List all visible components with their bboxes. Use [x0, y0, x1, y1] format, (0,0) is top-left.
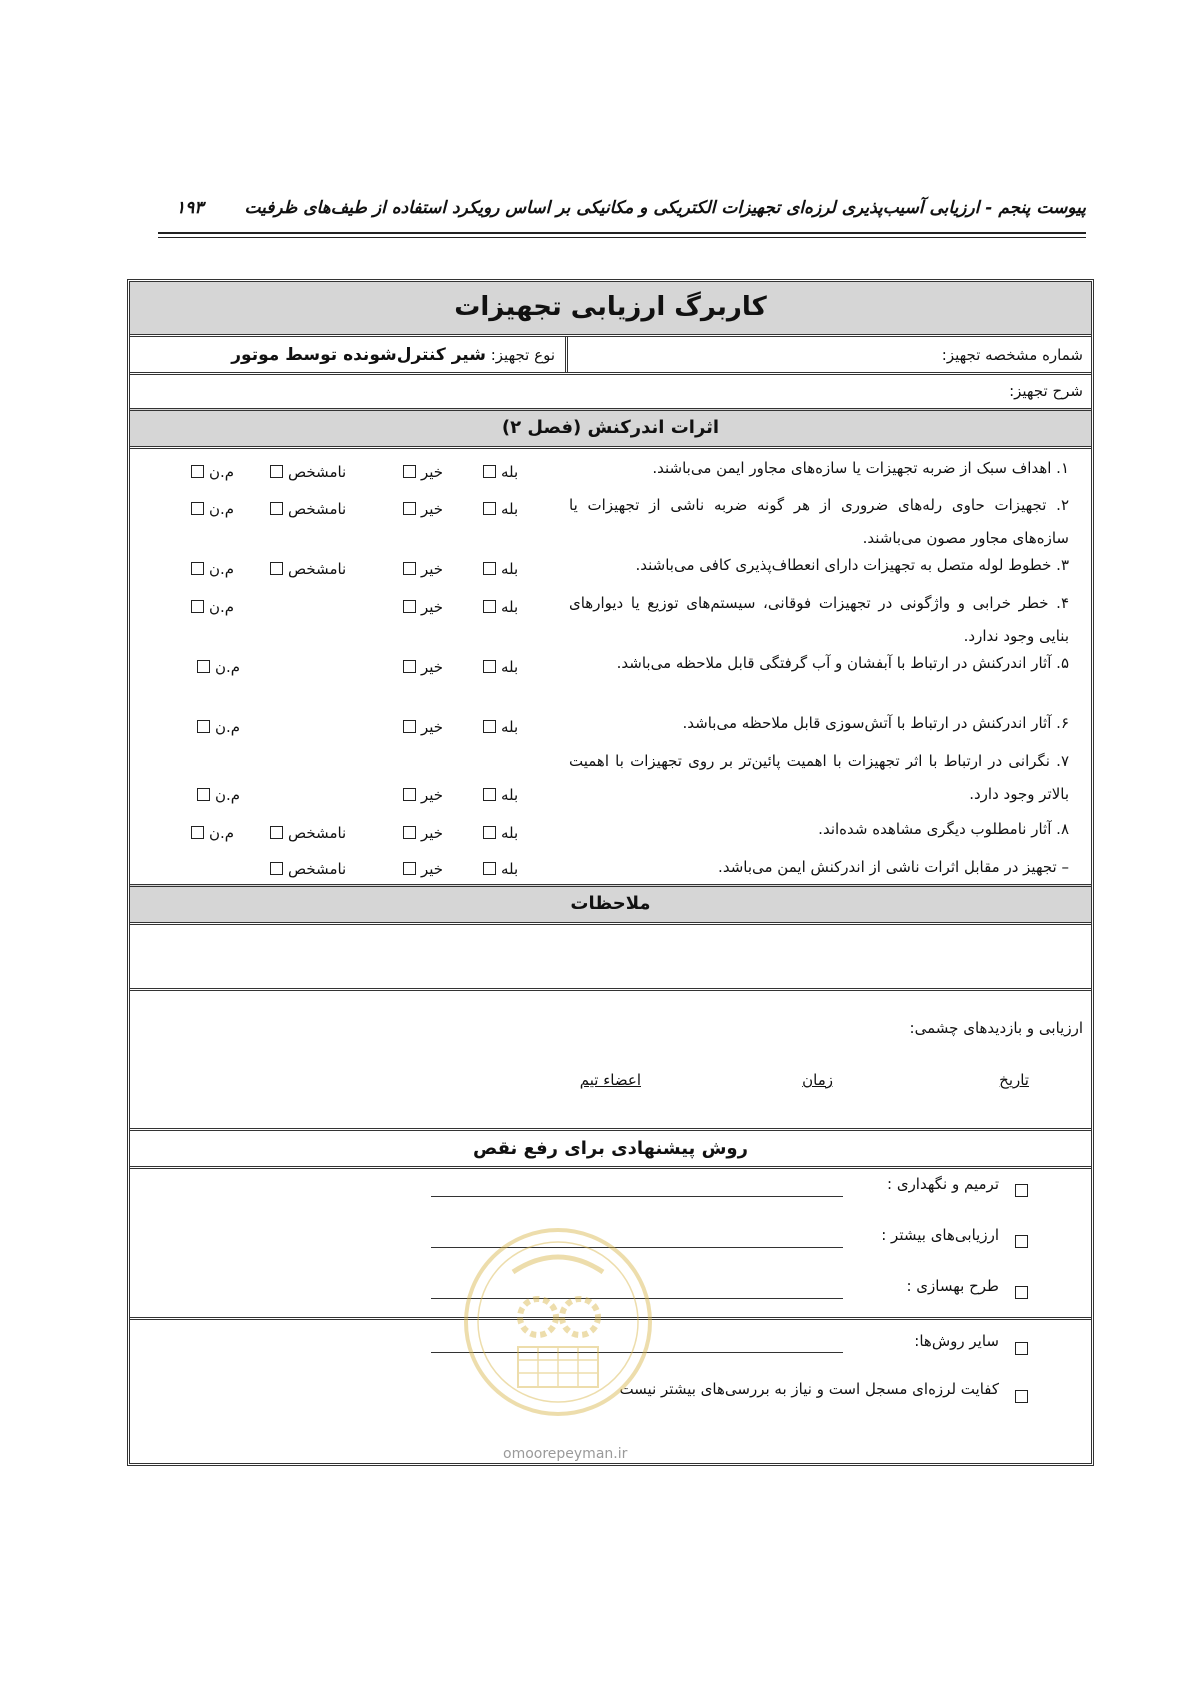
checkbox[interactable]: [483, 502, 496, 515]
q2-unknown[interactable]: نامشخص: [265, 500, 346, 518]
q3-no[interactable]: خیر: [398, 560, 443, 578]
page-number: ۱۹۳: [176, 198, 204, 218]
time-label: زمان: [802, 1071, 833, 1089]
checkbox[interactable]: [483, 720, 496, 733]
fix-checkbox-3[interactable]: [1015, 1286, 1028, 1299]
id-type-row: [130, 334, 1091, 372]
fix-checkbox-5[interactable]: [1015, 1390, 1028, 1403]
checkbox[interactable]: [270, 465, 283, 478]
checkbox[interactable]: [483, 826, 496, 839]
checkbox[interactable]: [403, 562, 416, 575]
fix-line-1[interactable]: [431, 1196, 843, 1197]
q3-yes[interactable]: بله: [478, 560, 518, 578]
interaction-conclusion: – تجهیز در مقابل اثرات ناشی از اندرکنش ایمن می‌باشد.: [718, 858, 1069, 876]
q6-na[interactable]: م.ن: [192, 718, 240, 736]
gear-icon: [520, 1299, 556, 1335]
q5-yes[interactable]: بله: [478, 658, 518, 676]
equipment-type-label: نوع تجهیز:: [490, 346, 555, 364]
checkbox[interactable]: [197, 660, 210, 673]
fix-item-maintenance: ترمیم و نگهداری :: [887, 1175, 999, 1193]
fix-checkbox-4[interactable]: [1015, 1342, 1028, 1355]
checkbox[interactable]: [403, 826, 416, 839]
checkbox[interactable]: [483, 788, 496, 801]
question-3: ۳. خطوط لوله متصل به تجهیزات دارای انعطاف‌پذیری کافی می‌باشند.: [635, 556, 1069, 574]
q5-no[interactable]: خیر: [398, 658, 443, 676]
q4-yes[interactable]: بله: [478, 598, 518, 616]
conclusion-yes[interactable]: بله: [478, 860, 518, 878]
q6-no[interactable]: خیر: [398, 718, 443, 736]
q5-na[interactable]: م.ن: [192, 658, 240, 676]
q1-unknown[interactable]: نامشخص: [265, 463, 346, 481]
running-title: پیوست پنجم - ارزیابی آسیب‌پذیری لرزه‌ای تجهیزات الکتریکی و مکانیکی بر اساس رویکرد استفاده از طیف‌های ظرفیت: [244, 198, 1086, 218]
q7-na[interactable]: م.ن: [192, 786, 240, 804]
date-label: تاریخ: [999, 1071, 1029, 1089]
q2-yes[interactable]: بله: [478, 500, 518, 518]
checkbox[interactable]: [403, 720, 416, 733]
q8-yes[interactable]: بله: [478, 824, 518, 842]
section-notes-title: ملاحظات: [130, 884, 1091, 922]
checkbox[interactable]: [270, 826, 283, 839]
form-title: کاربرگ ارزیابی تجهیزات: [130, 282, 1091, 334]
q4-no[interactable]: خیر: [398, 598, 443, 616]
section-interaction-title: اثرات اندرکنش (فصل ۲): [130, 408, 1091, 446]
conclusion-no[interactable]: خیر: [398, 860, 443, 878]
checkbox[interactable]: [483, 600, 496, 613]
notes-area[interactable]: [130, 922, 1091, 988]
q1-na[interactable]: م.ن: [186, 463, 234, 481]
fix-item-further-assessment: ارزیابی‌های بیشتر :: [881, 1226, 999, 1244]
checkbox[interactable]: [483, 862, 496, 875]
checkbox[interactable]: [197, 720, 210, 733]
q7-yes[interactable]: بله: [478, 786, 518, 804]
questions-block: [130, 446, 1091, 884]
gear-icon-2: [562, 1299, 598, 1335]
checkbox[interactable]: [191, 502, 204, 515]
equipment-type-value: شیر کنترل‌شونده توسط موتور: [231, 345, 486, 365]
q2-na[interactable]: م.ن: [186, 500, 234, 518]
q7-no[interactable]: خیر: [398, 786, 443, 804]
team-members-label: اعضاء تیم: [579, 1071, 641, 1089]
checkbox[interactable]: [270, 562, 283, 575]
header-rule: [158, 232, 1086, 234]
checkbox[interactable]: [191, 600, 204, 613]
checkbox[interactable]: [403, 600, 416, 613]
watermark-url: omoorepeyman.ir: [503, 1446, 628, 1462]
visual-inspection-block: [130, 988, 1091, 1128]
q2-no[interactable]: خیر: [398, 500, 443, 518]
section-fix-title: روش پیشنهادی برای رفع نقص: [130, 1128, 1091, 1166]
checkbox[interactable]: [197, 788, 210, 801]
equipment-type-cell: [130, 337, 568, 372]
conclusion-unknown[interactable]: نامشخص: [265, 860, 346, 878]
checkbox[interactable]: [403, 660, 416, 673]
q8-na[interactable]: م.ن: [186, 824, 234, 842]
checkbox[interactable]: [270, 502, 283, 515]
fix-item-other-methods: سایر روش‌ها:: [914, 1332, 999, 1350]
checkbox[interactable]: [483, 465, 496, 478]
fix-item-adequate: کفایت لرزه‌ای مسجل است و نیاز به بررسی‌های بیشتر نیست: [619, 1380, 999, 1398]
q4-na[interactable]: م.ن: [186, 598, 234, 616]
question-8: ۸. آثار نامطلوب دیگری مشاهده شده‌اند.: [818, 820, 1069, 838]
question-7: ۷. نگرانی در ارتباط با اثر تجهیزات با اهمیت پائین‌تر بر روی تجهیزات با اهمیت بالاتر وجود دارد.: [569, 752, 1069, 803]
q1-no[interactable]: خیر: [398, 463, 443, 481]
checkbox[interactable]: [403, 465, 416, 478]
q6-yes[interactable]: بله: [478, 718, 518, 736]
checkbox[interactable]: [403, 502, 416, 515]
seal-script-mark: [513, 1257, 603, 1272]
visual-inspection-label: ارزیابی و بازدیدهای چشمی:: [909, 1019, 1083, 1037]
watermark-seal: [458, 1222, 658, 1442]
fix-checkbox-1[interactable]: [1015, 1184, 1028, 1197]
question-4: ۴. خطر خرابی و واژگونی در تجهیزات فوقانی، سیستم‌های توزیع یا دیوارهای بنایی وجود ندارد.: [569, 594, 1069, 645]
equipment-id-cell: [568, 337, 1091, 372]
checkbox[interactable]: [403, 862, 416, 875]
q3-na[interactable]: م.ن: [186, 560, 234, 578]
checkbox[interactable]: [191, 465, 204, 478]
page-header: [158, 196, 1086, 226]
q1-yes[interactable]: بله: [478, 463, 518, 481]
checkbox[interactable]: [483, 660, 496, 673]
question-6: ۶. آثار اندرکنش در ارتباط با آتش‌سوزی قابل ملاحظه می‌باشد.: [682, 714, 1069, 732]
header-rule-thin: [158, 237, 1086, 238]
question-5: ۵. آثار اندرکنش در ارتباط با آبفشان و آب گرفتگی قابل ملاحظه می‌باشد.: [616, 654, 1069, 672]
checkbox[interactable]: [191, 562, 204, 575]
checkbox[interactable]: [191, 826, 204, 839]
fix-checkbox-2[interactable]: [1015, 1235, 1028, 1248]
equipment-description-label: شرح تجهیز:: [1009, 382, 1083, 400]
equipment-id-label: شماره مشخصه تجهیز:: [941, 346, 1083, 364]
q3-unknown[interactable]: نامشخص: [265, 560, 346, 578]
question-2: ۲. تجهیزات حاوی رله‌های ضروری از هر گونه ضربه ناشی از تجهیزات یا سازه‌های مجاور مصون می‌باشند.: [569, 496, 1069, 547]
equipment-description-row: [130, 372, 1091, 408]
checkbox[interactable]: [483, 562, 496, 575]
question-1: ۱. اهداف سبک از ضربه تجهیزات یا سازه‌های مجاور ایمن می‌باشند.: [652, 459, 1069, 477]
fix-item-retrofit: طرح بهسازی :: [906, 1277, 999, 1295]
checkbox[interactable]: [270, 862, 283, 875]
checkbox[interactable]: [403, 788, 416, 801]
q8-unknown[interactable]: نامشخص: [265, 824, 346, 842]
q8-no[interactable]: خیر: [398, 824, 443, 842]
